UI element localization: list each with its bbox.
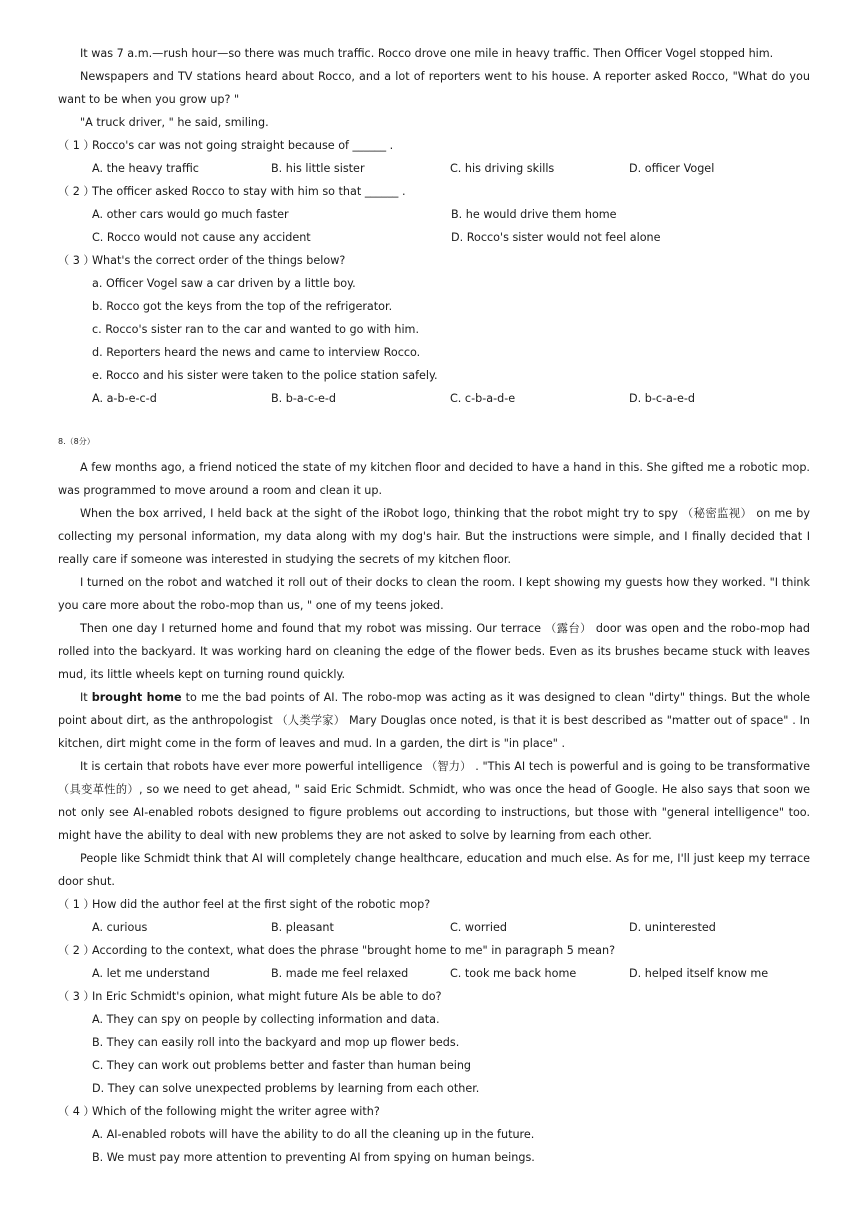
passage-2-line: People like Schmidt think that AI will completely change healthcare, education and much else. As for me, I'll just keep my terrace <box>80 852 810 865</box>
passage-2-line <box>58 686 810 709</box>
options-row <box>58 387 810 410</box>
passage-2-line: mud, its little wheels kept on turning round quickly. <box>58 668 346 681</box>
option-c[interactable]: C. worried <box>450 921 508 934</box>
text-run: It <box>80 691 92 704</box>
question-number: （ 4 ） <box>58 1105 95 1118</box>
option-b[interactable]: B. pleasant <box>271 921 334 934</box>
event-item: a. Officer Vogel saw a car driven by a little boy. <box>92 277 356 290</box>
option-b[interactable]: B. his little sister <box>271 162 365 175</box>
question-stem <box>58 985 810 1008</box>
option-d[interactable]: D. b-c-a-e-d <box>629 392 695 405</box>
event-item: d. Reporters heard the news and came to interview Rocco. <box>92 346 421 359</box>
option-b[interactable]: B. made me feel relaxed <box>271 967 409 980</box>
passage-2-line: not only see AI-enabled robots designed to figure problems out according to instructions, but those with "general intelligence" too. <box>58 806 810 819</box>
passage-1-paragraph: It was 7 a.m.—rush hour—so there was much traffic. Rocco drove one mile in heavy traffic. Then Officer Vogel stopped him. <box>80 47 774 60</box>
option-d[interactable]: D. officer Vogel <box>629 162 715 175</box>
option-a[interactable]: A. They can spy on people by collecting information and data. <box>92 1013 440 1026</box>
passage-2-line: you care more about the robo-mop than us, " one of my teens joked. <box>58 599 444 612</box>
option-d[interactable]: D. Rocco's sister would not feel alone <box>451 231 661 244</box>
question-number: （ 1 ） <box>58 898 95 911</box>
passage-2-line: （具变革性的）, so we need to get ahead, " said Eric Schmidt. Schmidt, who was once the head of Google. He also says that soon we <box>58 783 810 796</box>
question-stem <box>58 249 810 272</box>
question-text: The officer asked Rocco to stay with him so that ______ . <box>92 185 406 198</box>
question-stem <box>58 134 810 157</box>
option-b[interactable]: B. We must pay more attention to preventing AI from spying on human beings. <box>92 1151 535 1164</box>
option-b[interactable]: B. b-a-c-e-d <box>271 392 337 405</box>
event-item: b. Rocco got the keys from the top of the refrigerator. <box>92 300 393 313</box>
question-text: How did the author feel at the first sight of the robotic mop? <box>92 898 431 911</box>
passage-2-line: kitchen, dirt might come in the form of leaves and mud. In a garden, the dirt is "in place" . <box>58 737 566 750</box>
question-number: （ 1 ） <box>58 139 95 152</box>
question-text: What's the correct order of the things below? <box>92 254 346 267</box>
option-d[interactable]: D. They can solve unexpected problems by learning from each other. <box>92 1082 480 1095</box>
passage-2-line: Then one day I returned home and found that my robot was missing. Our terrace （露台） door was open and the robo-mop had <box>80 622 810 635</box>
passage-2-line: really care if someone was interested in studying the secrets of my kitchen floor. <box>58 553 512 566</box>
option-c[interactable]: C. Rocco would not cause any accident <box>92 231 311 244</box>
question-number: （ 2 ） <box>58 944 95 957</box>
event-item: e. Rocco and his sister were taken to the police station safely. <box>92 369 438 382</box>
option-c[interactable]: C. took me back home <box>450 967 577 980</box>
passage-2-line: collecting my personal information, my data along with my dog's hair. But the instructions were simple, and I finally decided that I <box>58 530 810 543</box>
question-text: Which of the following might the writer agree with? <box>92 1105 380 1118</box>
exam-page <box>58 42 810 1169</box>
text-run: to me the bad points of AI. The robo-mop was acting as it was designed to clean "dirty" things. But the whole <box>181 691 810 704</box>
option-b[interactable]: B. They can easily roll into the backyard and mop up flower beds. <box>92 1036 460 1049</box>
passage-2-line: It is certain that robots have ever more powerful intelligence （智力） . "This AI tech is powerful and is going to be transformative <box>80 760 810 773</box>
question-number: （ 2 ） <box>58 185 95 198</box>
option-a[interactable]: A. a-b-e-c-d <box>92 392 157 405</box>
options-row <box>58 962 810 985</box>
passage-2-line: was programmed to move around a room and clean it up. <box>58 484 383 497</box>
option-d[interactable]: D. uninterested <box>629 921 716 934</box>
passage-2-line: rolled into the backyard. It was working hard on cleaning the edge of the flower beds. Even as its brushes became stuck with leaves <box>58 645 810 658</box>
passage-1-paragraph: want to be when you grow up? " <box>58 93 240 106</box>
passage-2-line: A few months ago, a friend noticed the state of my kitchen floor and decided to have a hand in this. She gifted me a robotic mop. <box>80 461 810 474</box>
passage-2-line: point about dirt, as the anthropologist （人类学家） Mary Douglas once noted, is that it is best described as "matter out of space" . In <box>58 714 810 727</box>
option-a[interactable]: A. the heavy traffic <box>92 162 199 175</box>
passage-2-line: I turned on the robot and watched it roll out of their docks to clean the room. I kept showing my guests how they worked. "I think <box>80 576 810 589</box>
option-a[interactable]: A. other cars would go much faster <box>92 208 289 221</box>
option-d[interactable]: D. helped itself know me <box>629 967 769 980</box>
question-stem <box>58 1100 810 1123</box>
options-row <box>58 916 810 939</box>
bold-phrase: brought home <box>91 691 182 704</box>
option-a[interactable]: A. curious <box>92 921 148 934</box>
options-row <box>58 226 810 249</box>
option-a[interactable]: A. AI-enabled robots will have the ability to do all the cleaning up in the future. <box>92 1128 535 1141</box>
question-stem <box>58 939 810 962</box>
option-c[interactable]: C. c-b-a-d-e <box>450 392 516 405</box>
question-text: According to the context, what does the phrase "brought home to me" in paragraph 5 mean? <box>92 944 616 957</box>
options-row <box>58 203 810 226</box>
passage-2-line: might have the ability to deal with new problems they are not asked to solve by learning from each other. <box>58 829 652 842</box>
option-a[interactable]: A. let me understand <box>92 967 210 980</box>
question-number: （ 3 ） <box>58 990 95 1003</box>
question-text: In Eric Schmidt's opinion, what might future AIs be able to do? <box>92 990 442 1003</box>
passage-1-paragraph: "A truck driver, " he said, smiling. <box>80 116 269 129</box>
question-stem <box>58 180 810 203</box>
question-stem <box>58 893 810 916</box>
option-b[interactable]: B. he would drive them home <box>451 208 617 221</box>
question-number: （ 3 ） <box>58 254 95 267</box>
question-text: Rocco's car was not going straight because of ______ . <box>92 139 394 152</box>
passage-2-line: When the box arrived, I held back at the sight of the iRobot logo, thinking that the robot might try to spy （秘密监视） on me by <box>80 507 810 520</box>
option-c[interactable]: C. his driving skills <box>450 162 555 175</box>
event-item: c. Rocco's sister ran to the car and wanted to go with him. <box>92 323 420 336</box>
option-c[interactable]: C. They can work out problems better and faster than human being <box>92 1059 472 1072</box>
passage-1-paragraph: Newspapers and TV stations heard about Rocco, and a lot of reporters went to his house. A reporter asked Rocco, "What do you <box>80 70 810 83</box>
passage-2-line: door shut. <box>58 875 115 888</box>
options-row <box>58 157 810 180</box>
section-label: 8.（8分） <box>58 437 95 446</box>
